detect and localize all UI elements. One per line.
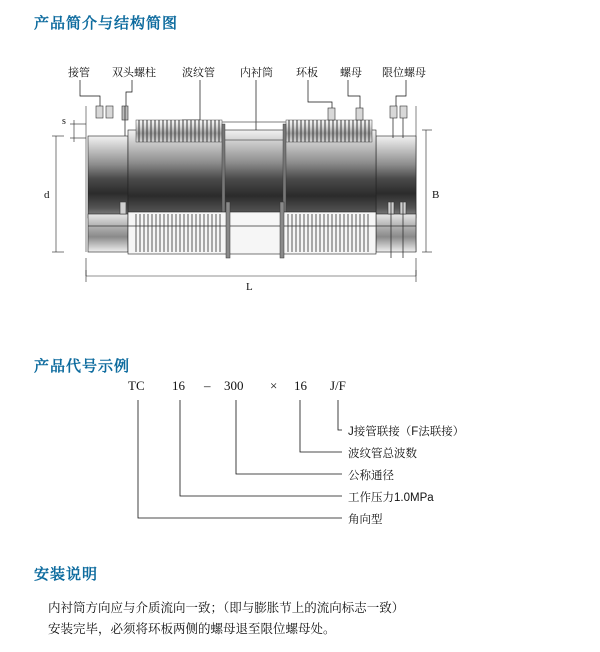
part-label-limit-nut: 限位螺母 (382, 67, 426, 79)
svg-text:B: B (432, 189, 440, 201)
install-note-2: 安装完毕，必须将环板两侧的螺母退至限位螺母处。 (48, 622, 336, 636)
code-leader-lines (60, 378, 540, 538)
code-desc-waves: 波纹管总波数 (348, 448, 417, 460)
code-token-jf: J/F (330, 378, 346, 393)
part-label-ring-plate: 环板 (296, 67, 318, 79)
part-label-nut: 螺母 (340, 67, 362, 79)
structure-diagram (40, 62, 560, 307)
structure-drawing-svg (40, 62, 560, 307)
svg-text:d: d (44, 189, 50, 201)
part-label-bellows: 波纹管 (182, 67, 215, 79)
code-token-300: 300 (224, 378, 244, 393)
install-notes (48, 598, 568, 640)
code-token-tc: TC (128, 378, 145, 393)
code-desc-diameter: 公称通径 (348, 470, 394, 482)
part-label-nozzle: 接管 (68, 67, 90, 79)
code-token-times: × (270, 378, 278, 393)
svg-text:s: s (62, 116, 66, 127)
code-desc-type: 角向型 (348, 514, 383, 526)
code-desc-pressure: 工作压力1.0MPa (348, 492, 434, 504)
svg-text:L: L (246, 281, 253, 293)
page-title-code: 产品代号示例 (34, 358, 131, 375)
page-title-structure: 产品简介与结构简图 (34, 15, 179, 32)
product-code-diagram (60, 378, 540, 538)
code-desc-connection: J接管联接（F法联接） (348, 426, 465, 438)
code-token-16b: 16 (294, 378, 307, 393)
install-note-1: 内衬筒方向应与介质流向一致；（即与膨胀节上的流向标志一致） (48, 601, 405, 615)
code-token-dash: – (204, 378, 211, 393)
part-label-double-stud: 双头螺柱 (112, 67, 156, 79)
code-token-16: 16 (172, 378, 185, 393)
page-title-install: 安装说明 (34, 566, 99, 583)
part-label-liner: 内衬筒 (240, 67, 273, 79)
